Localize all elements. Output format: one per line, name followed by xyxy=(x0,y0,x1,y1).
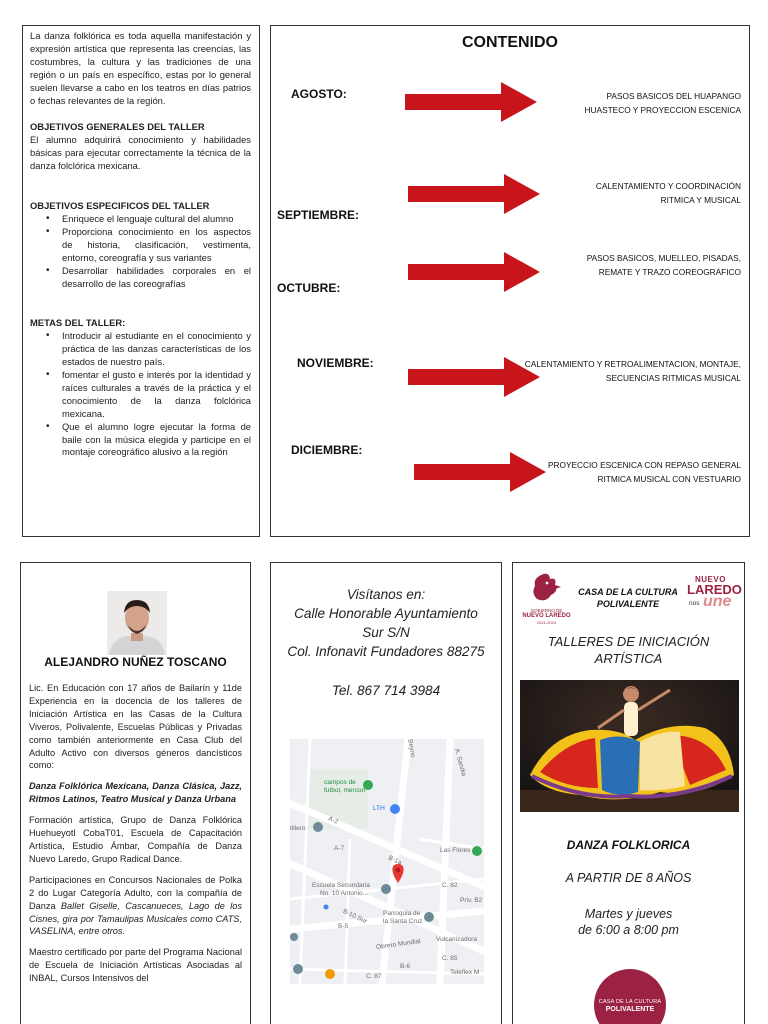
map-label-teleflex: Teleflex M xyxy=(450,969,480,976)
noviembre-line-2: SECUENCIAS RITMICAS MUSICAL xyxy=(605,373,741,383)
map-label-beyno: Beyno xyxy=(406,739,417,759)
nl-nos: nos xyxy=(689,600,700,607)
visit-panel xyxy=(270,562,502,1024)
address-line-1: Calle Honorable Ayuntamiento xyxy=(294,606,478,621)
septiembre-line-1: CALENTAMIENTO Y COORDINACIÓN xyxy=(595,181,741,191)
map-label-b6: B-6 xyxy=(400,963,411,970)
contenido-title: CONTENIDO xyxy=(462,34,558,51)
nl-laredo: LAREDO xyxy=(687,582,742,597)
map-label-parroquia-1: Parroquia de xyxy=(383,910,421,917)
map-label-c87: C. 87 xyxy=(366,973,382,980)
cover-panel xyxy=(512,562,745,1024)
agosto-line-2: HUASTECO Y PROYECCION ESCENICA xyxy=(584,105,741,115)
casa-line-1: CASA DE LA CULTURA xyxy=(578,587,678,597)
map-label-escuela-1: Escuela Secundaria xyxy=(312,882,370,889)
list-item: • Proporciona conocimiento en los aspectos de historia, clasificación, vestimenta, entorno, coreografía y sus variantes xyxy=(30,226,251,265)
objetivos-generales-text: El alumno adquirirá conocimiento y habilidades básicas para ejecutar correctamente la técnica de la danza folclórica mexicana. xyxy=(30,134,251,172)
list-item: • Introducir al estudiante en el conocimiento y práctica de las danzas características de los estados de nuestro país. xyxy=(30,330,251,369)
map-label-a2: A-2 xyxy=(326,815,340,826)
month-septiembre: SEPTIEMBRE: xyxy=(277,208,360,222)
diciembre-line-1: PROYECCIO ESCENICA CON REPASO GENERAL xyxy=(547,460,741,470)
talleres-title xyxy=(513,633,744,667)
map-label-b1a: B-1a xyxy=(387,854,403,867)
month-noviembre: NOVIEMBRE: xyxy=(297,356,374,370)
phone-number[interactable]: Tel. 867 714 3984 xyxy=(331,683,441,698)
nl-nuevo: NUEVO xyxy=(695,575,726,584)
map-label-vulcanizadora: Vulcanizadora xyxy=(436,936,477,943)
map-label-c85: C. 85 xyxy=(442,955,458,962)
polivalente-badge xyxy=(594,969,666,1024)
visit-label: Visítanos en: xyxy=(346,587,426,602)
badge-line-1: CASA DE LA CULTURA xyxy=(598,999,662,1005)
septiembre-line-2: RITMICA Y MUSICAL xyxy=(660,195,741,205)
schedule xyxy=(513,906,744,938)
map-label-a7: A-7 xyxy=(334,845,345,852)
map-label-futbol: futbol, mercon xyxy=(324,787,366,794)
octubre-line-2: REMATE Y TRAZO COREOGRAFICO xyxy=(598,267,741,277)
diciembre-description xyxy=(516,458,741,486)
bio-paragraph-3: Formación artística, Grupo de Danza Folklórica Huehueyotl CobaT01, Escuela de Capacitación Artística, Estudio Ámbar, Compañía de Danza Nuevo Laredo, Grupo Radical Dance. xyxy=(29,815,242,864)
map-label-b10: B-10 Sur xyxy=(341,907,368,926)
bio-paragraph-4-text: Participaciones en Concursos Nacionales de Polka 2 do Lugar Categoría Adulto, con la compañía de Danza xyxy=(29,874,242,911)
metas-heading: METAS DEL TALLER: xyxy=(30,317,126,329)
gobierno-logo xyxy=(519,571,574,623)
nuevo-laredo-logo xyxy=(685,575,743,615)
danza-title: DANZA FOLKLORICA xyxy=(566,838,691,852)
map-label-obrero: Obrero Mundial xyxy=(375,937,422,952)
objetivos-especificos-list xyxy=(30,213,251,290)
septiembre-description xyxy=(516,179,741,207)
gob-bottom: NUEVO LAREDO xyxy=(522,613,571,619)
address-line-2: Sur S/N xyxy=(362,625,410,640)
nl-une: une xyxy=(703,593,732,610)
instructor-name: ALEJANDRO NUÑEZ TOSCANO xyxy=(44,655,227,669)
agosto-line-1: PASOS BASICOS DEL HUAPANGO xyxy=(606,91,741,101)
schedule-hours: de 6:00 a 8:00 pm xyxy=(578,923,679,937)
map-label-lth: LTH xyxy=(373,805,385,812)
location-map[interactable] xyxy=(290,739,484,984)
badge-line-2: POLIVALENTE xyxy=(605,1006,655,1013)
agosto-description xyxy=(516,89,741,117)
bio-paragraph-5: Maestro certificado por parte del Programa Nacional de Escuela de Iniciación Artísticas Asociadas al INBAL, Cursos Intensivos del xyxy=(29,947,242,984)
map-label-parroquia-2: la Santa Cruz xyxy=(383,918,423,925)
schedule-days: Martes y jueves xyxy=(584,907,673,921)
bio-panel xyxy=(20,562,251,1024)
dancer-photo xyxy=(520,680,739,812)
noviembre-description xyxy=(501,357,741,385)
noviembre-line-1: CALENTAMIENTO Y RETROALIMENTACION, MONTAJE, xyxy=(524,359,741,369)
age-requirement: A PARTIR DE 8 AÑOS xyxy=(565,871,692,885)
talleres-line-1: TALLERES DE INICIACIÓN xyxy=(547,634,710,649)
visit-address xyxy=(271,585,501,661)
intro-paragraph: La danza folklórica es toda aquella manifestación y expresión artística que representa las creencias, las costumbres, la cultura y las tradiciones de una región o un país en específico, estas por lo general suelen llevarse a cabo en los teatros en días patrios o fechas relevantes de la región. xyxy=(30,30,251,106)
map-label-b5: B-5 xyxy=(338,923,349,930)
bio-body xyxy=(29,682,242,993)
bio-genres: Danza Folklórica Mexicana, Danza Clásica, Jazz, Ritmos Latinos, Teatro Musical y Danza Urbana xyxy=(29,781,242,805)
objetivos-generales-heading: OBJETIVOS GENERALES DEL TALLER xyxy=(30,121,205,133)
map-label-c82: C. 82 xyxy=(442,882,458,889)
bio-paragraph-1: Lic. En Educación con 17 años de Bailarín y 11de Experiencia en la docencia de los talleres de Iniciación Artística en las Casas de la Cultura Viveros, Polivalente, Escuelas Públicas y Privadas como también anteriormente en Casa Club del Adulto Activo con diversos géneros dancísticos como: xyxy=(29,683,242,771)
month-octubre: OCTUBRE: xyxy=(277,281,341,295)
map-label-priv-b2: Priv. B2 xyxy=(460,897,483,904)
list-item: • Enriquece el lenguaje cultural del alumno xyxy=(30,213,251,226)
octubre-line-1: PASOS BASICOS, MUELLEO, PISADAS, xyxy=(586,253,741,263)
instructor-photo xyxy=(107,591,167,655)
metas-list xyxy=(30,330,251,459)
objetivos-especificos-heading: OBJETIVOS ESPECIFICOS DEL TALLER xyxy=(30,200,210,212)
list-item: • fomentar el gusto e interés por la identidad y raíces culturales a través de la práctica y el conocimiento de la danza folclórica mexicana. xyxy=(30,369,251,421)
gob-top: GOBIERNO DE xyxy=(530,608,563,613)
contenido-panel xyxy=(270,25,750,537)
bio-paragraph-4 xyxy=(29,874,242,939)
gob-years: 2021-2024 xyxy=(536,620,557,625)
octubre-description xyxy=(516,251,741,279)
map-label-tillero: tillero xyxy=(290,825,306,832)
casa-cultura-title xyxy=(573,586,683,610)
month-diciembre: DICIEMBRE: xyxy=(291,443,363,457)
map-label-campos: campos de xyxy=(324,779,356,786)
talleres-line-2: ARTÍSTICA xyxy=(594,651,663,666)
month-agosto: AGOSTO: xyxy=(291,87,347,101)
bio-paragraph-4-italic: Ballet Giselle, Cascanueces, Lago de los Cisnes, gira por Tamaulipas Musicales como CATS, VASELINA, entre otros. xyxy=(29,900,242,937)
intro-panel xyxy=(22,25,260,537)
list-item: • Desarrollar habilidades corporales en el desarrollo de las coreografías xyxy=(30,265,251,291)
map-label-las-flores: Las Flores xyxy=(440,847,471,854)
map-label-sandia: A. Sandia xyxy=(453,747,468,778)
diciembre-line-2: RITMICA MUSICAL CON VESTUARIO xyxy=(597,474,741,484)
list-item: • Que el alumno logre ejecutar la forma de baile con la música elegida y participe en el montaje coreográfico alusivo a la región xyxy=(30,421,251,460)
casa-line-2: POLIVALENTE xyxy=(596,599,660,609)
address-line-3: Col. Infonavit Fundadores 88275 xyxy=(287,644,485,659)
rooster-icon xyxy=(519,571,574,607)
map-label-escuela-2: No. 10 Antonio... xyxy=(320,890,369,897)
